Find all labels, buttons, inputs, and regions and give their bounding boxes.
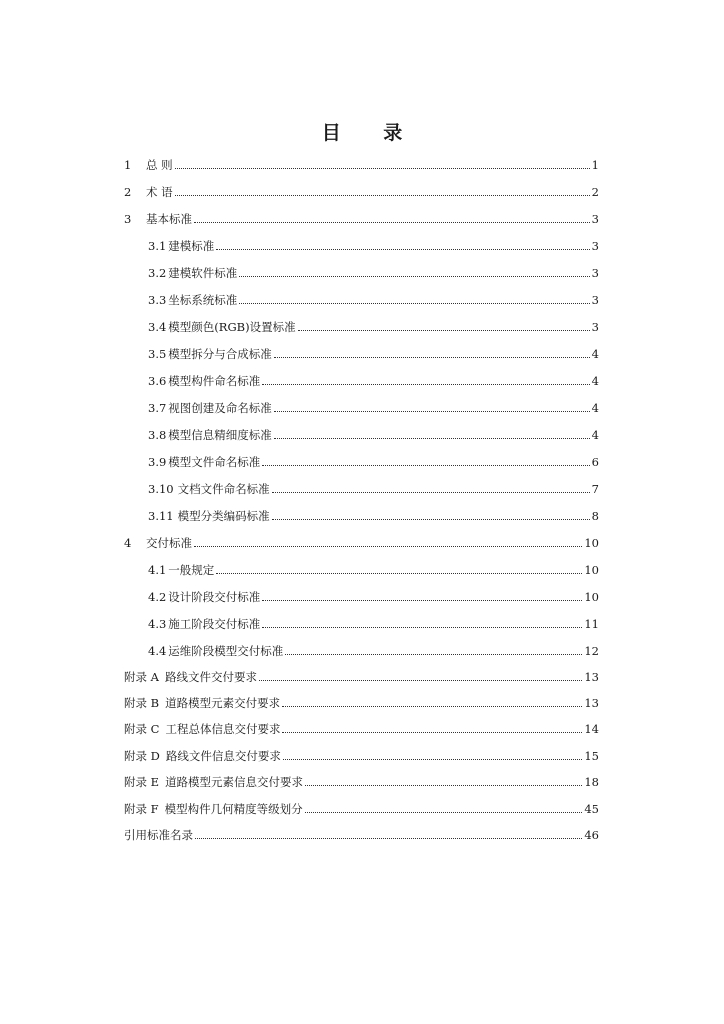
toc-entry-number: 3.8: [148, 428, 167, 442]
toc-entry-page: 18: [584, 775, 599, 789]
toc-entry-page: 10: [584, 590, 599, 604]
dot-leader: [274, 357, 590, 358]
toc-entry[interactable]: [148, 422, 599, 442]
toc-entry-page: 7: [591, 482, 599, 496]
toc-entry-title: 道路模型元素信息交付要求: [165, 775, 304, 789]
toc-entry-title: 视图创建及命名标准: [168, 401, 272, 415]
toc-entry-page: 1: [591, 158, 599, 172]
dot-leader: [283, 759, 582, 760]
toc-entry[interactable]: [148, 638, 599, 658]
toc-entry-page: 46: [584, 828, 599, 842]
toc-entry-title: 坐标系统标准: [168, 293, 238, 307]
toc-entry-title: 路线文件信息交付要求: [165, 749, 281, 763]
toc-entry[interactable]: [124, 822, 599, 842]
toc-entry-number: 附录 B: [124, 696, 160, 710]
toc-entry[interactable]: [148, 314, 599, 334]
dot-leader: [285, 654, 582, 655]
dot-leader: [239, 303, 589, 304]
toc-entry-title: 建模标准: [168, 239, 215, 253]
toc-entry[interactable]: [124, 530, 599, 550]
toc-entry-number: 3.11: [148, 509, 174, 523]
toc-entry-number: 2: [124, 185, 132, 199]
toc-entry-number: 1: [124, 158, 132, 172]
toc-entry[interactable]: [124, 690, 599, 710]
toc-entry-number: 附录 C: [124, 722, 160, 736]
toc-entry-title: 道路模型元素交付要求: [165, 696, 281, 710]
toc-entry-title: 模型分类编码标准: [177, 509, 270, 523]
dot-leader: [262, 384, 589, 385]
toc-entry[interactable]: [148, 260, 599, 280]
toc-entry-number: 3.9: [148, 455, 167, 469]
toc-entry[interactable]: [124, 716, 599, 736]
toc-entry-page: 2: [591, 185, 599, 199]
dot-leader: [195, 838, 582, 839]
toc-entry[interactable]: [124, 179, 599, 199]
toc-entry[interactable]: [124, 152, 599, 172]
toc-entry-number: 3.1: [148, 239, 167, 253]
toc-entry[interactable]: [124, 206, 599, 226]
toc-entry[interactable]: [148, 341, 599, 361]
toc-entry-number: 附录 E: [124, 775, 160, 789]
toc-entry-page: 45: [584, 802, 599, 816]
toc-entry-number: 3.3: [148, 293, 167, 307]
toc-entry-title: 引用标准名录: [124, 828, 193, 842]
toc-entry-page: 11: [584, 617, 599, 631]
toc-entry-number: 3.7: [148, 401, 167, 415]
toc-entry-number: 4.1: [148, 563, 167, 577]
toc-entry[interactable]: [148, 476, 599, 496]
toc-entry-title: 施工阶段交付标准: [168, 617, 261, 631]
dot-leader: [282, 732, 582, 733]
toc-entry-page: 14: [584, 722, 599, 736]
dot-leader: [216, 573, 582, 574]
toc-entry-title: 路线文件交付要求: [164, 670, 257, 684]
dot-leader: [305, 785, 582, 786]
toc-entry[interactable]: [148, 449, 599, 469]
toc-entry-title: 设计阶段交付标准: [168, 590, 261, 604]
toc-entry-number: 附录 F: [124, 802, 159, 816]
toc-entry-title: 一般规定: [168, 563, 215, 577]
toc-entry[interactable]: [148, 287, 599, 307]
toc-entry-number: 附录 A: [124, 670, 159, 684]
dot-leader: [272, 492, 590, 493]
dot-leader: [298, 330, 590, 331]
toc-entry-title: 交付标准: [146, 536, 192, 550]
toc-entry-page: 3: [591, 293, 599, 307]
page-title: 目 录: [321, 122, 421, 144]
dot-leader: [305, 812, 583, 813]
toc-entry-page: 12: [584, 644, 599, 658]
dot-leader: [272, 519, 590, 520]
toc-entry-page: 4: [591, 374, 599, 388]
toc-entry[interactable]: [148, 557, 599, 577]
toc-entry-title: 文档文件命名标准: [177, 482, 270, 496]
toc-entry-page: 4: [591, 401, 599, 415]
toc-entry[interactable]: [148, 584, 599, 604]
dot-leader: [274, 411, 590, 412]
toc-entry-title: 模型拆分与合成标准: [168, 347, 272, 361]
toc-entry-title: 模型构件几何精度等级划分: [164, 802, 303, 816]
toc-entry-title: 术 语: [146, 185, 173, 199]
toc-entry-title: 模型颜色(RGB)设置标准: [168, 320, 296, 334]
toc-entry[interactable]: [148, 395, 599, 415]
toc-entry-number: 3.10: [148, 482, 174, 496]
toc-entry-page: 3: [591, 212, 599, 226]
toc-entry-number: 3.2: [148, 266, 167, 280]
toc-entry[interactable]: [124, 743, 599, 763]
toc-entry-page: 13: [584, 670, 599, 684]
toc-entry-title: 建模软件标准: [168, 266, 238, 280]
toc-entry-number: 4.3: [148, 617, 167, 631]
toc-entry-number: 4.4: [148, 644, 167, 658]
toc-entry-number: 4.2: [148, 590, 167, 604]
toc-entry-title: 模型构件命名标准: [168, 374, 261, 388]
toc-entry-page: 3: [591, 239, 599, 253]
dot-leader: [175, 168, 590, 169]
toc-entry-page: 10: [584, 563, 599, 577]
toc-entry[interactable]: [148, 233, 599, 253]
toc-entry-title: 模型文件命名标准: [168, 455, 261, 469]
dot-leader: [194, 546, 582, 547]
toc-entry-title: 工程总体信息交付要求: [165, 722, 281, 736]
dot-leader: [274, 438, 590, 439]
dot-leader: [239, 276, 589, 277]
toc-entry-number: 3.4: [148, 320, 167, 334]
dot-leader: [216, 249, 589, 250]
toc-entry-number: 附录 D: [124, 749, 160, 763]
toc-entry-page: 4: [591, 347, 599, 361]
toc-entry-title: 总 则: [146, 158, 173, 172]
toc-entry-number: 3.6: [148, 374, 167, 388]
toc-entry[interactable]: [148, 503, 599, 523]
toc-entry-page: 13: [584, 696, 599, 710]
dot-leader: [282, 706, 582, 707]
dot-leader: [262, 465, 589, 466]
toc-entry-page: 8: [591, 509, 599, 523]
toc-entry-number: 4: [124, 536, 132, 550]
toc-entry-page: 3: [591, 320, 599, 334]
toc-entry-number: 3.5: [148, 347, 167, 361]
toc-entry-number: 3: [124, 212, 132, 226]
toc-entry[interactable]: [124, 796, 599, 816]
toc-entry[interactable]: [148, 368, 599, 388]
dot-leader: [259, 680, 582, 681]
toc-entry[interactable]: [124, 664, 599, 684]
dot-leader: [262, 600, 582, 601]
toc-entry[interactable]: [148, 611, 599, 631]
dot-leader: [194, 222, 590, 223]
toc-entry-page: 3: [591, 266, 599, 280]
toc-entry-page: 6: [591, 455, 599, 469]
toc-entry-title: 运维阶段模型交付标准: [168, 644, 284, 658]
dot-leader: [262, 627, 582, 628]
toc-entry-title: 基本标准: [146, 212, 192, 226]
dot-leader: [175, 195, 590, 196]
toc-entry-page: 10: [584, 536, 599, 550]
toc-entry-page: 4: [591, 428, 599, 442]
toc-entry[interactable]: [124, 769, 599, 789]
toc-entry-title: 模型信息精细度标准: [168, 428, 272, 442]
toc-entry-page: 15: [584, 749, 599, 763]
